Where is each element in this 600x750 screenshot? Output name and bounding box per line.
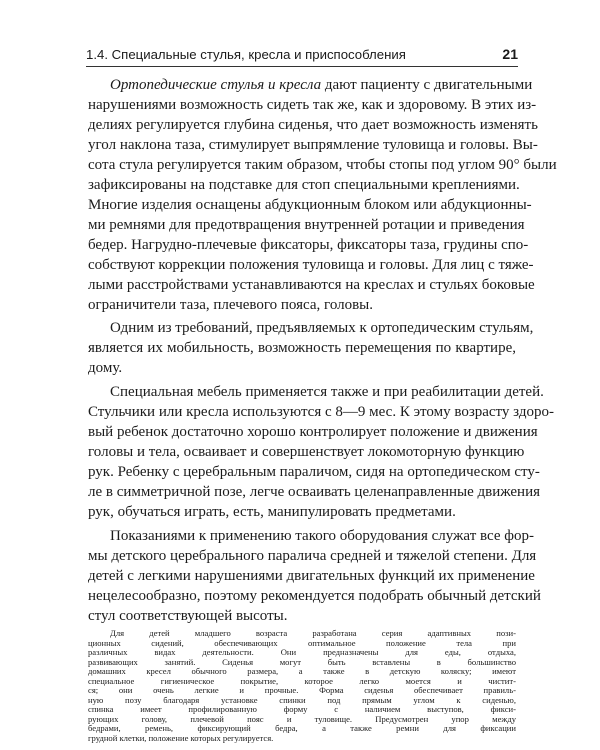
italic-term: Ортопедические стулья и кресла	[110, 77, 322, 93]
text-line: Специальная мебель применяется также и при реабилитации детей.	[110, 384, 544, 400]
text-line: различных видах деятельности. Они предназначены для еды, отдыха,	[88, 647, 516, 657]
section-title: 1.4. Специальные стулья, кресла и приспособления	[86, 47, 406, 62]
text-line: Стульчики или кресла используются с 8—9 мес. К этому возрасту здоро-	[88, 404, 554, 420]
text-line: ограничители таза, плечевого пояса, головы.	[88, 297, 374, 313]
page-number: 21	[502, 46, 518, 62]
text-line: рук, обучаться играть, есть, манипулировать предметами.	[88, 504, 456, 520]
text-line: является их мобильность, возможность перемещения по квартире,	[88, 340, 516, 356]
text-line: лыми расстройствами устанавливаются на креслах и стульях боковые	[88, 277, 535, 293]
header-rule	[86, 66, 518, 67]
text-line: развивающих занятий. Сиденья могут быть вставлены в большинство	[88, 656, 516, 667]
text-line: Для детей младшего возраста разработана серия адаптивных пози-	[110, 628, 516, 638]
text-span: дают пациенту с двигательными	[321, 77, 533, 93]
text-line: рующих голову, плечевой пояс и туловище. Предусмотрен упор между	[88, 713, 516, 724]
text-line: вый ребенок достаточно хорошо контролирует положение и движения	[88, 424, 538, 440]
text-line: нарушениями возможность сидеть так же, как и здоровому. В этих из-	[88, 97, 537, 113]
text-line: сота стула регулируется таким образом, чтобы стопы под углом 90° были	[88, 157, 557, 173]
text-line: нецелесообразно, поэтому рекомендуется подобрать обычный детский	[88, 588, 541, 604]
running-header	[86, 47, 518, 65]
text-line: домашних кресел обычного размера, а также в детскую коляску; имеют	[88, 666, 516, 676]
text-line: Многие изделия оснащены абдукционным блоком или абдукционны-	[88, 197, 532, 213]
text-line: спинка имеет профилированную форму с наличием выступов, фикси-	[88, 704, 516, 714]
text-line: головы и тела, осваивает и совершенствует локомоторную функцию	[88, 444, 525, 460]
text-line: зафиксированы на подставке для стоп специальными креплениями.	[88, 177, 520, 193]
text-line: детей с легкими нарушениями двигательных функций их применение	[88, 568, 535, 584]
text-line: Одним из требований, предъявляемых к ортопедическим стульям,	[110, 320, 534, 336]
text-line: бедрами, ремень, фиксирующий бедра, а также ремни для фиксации	[88, 723, 516, 733]
text-line: собствуют коррекции положения туловища и головы. Для лиц с тяже-	[88, 257, 534, 273]
text-line: рук. Ребенку с церебральным параличом, сидя на ортопедическом сту-	[88, 464, 540, 480]
text-line	[110, 75, 533, 95]
text-line: дому.	[88, 360, 123, 376]
text-line: бедер. Нагрудно-плечевые фиксаторы, фиксаторы таза, грудины спо-	[88, 237, 529, 253]
text-line: ми ремнями для предотвращения внутренней ротации и приведения	[88, 217, 525, 233]
text-line: Показаниями к применению такого оборудования служат все фор-	[110, 528, 534, 544]
text-line: ле в симметричной позе, легче осваивать целенаправленные движения	[88, 484, 541, 500]
text-line: ся; они очень легкие и прочные. Форма сиденья обеспечивает правиль-	[88, 685, 516, 695]
text-line: угол наклона таза, стимулирует выпрямление туловища и головы. Вы-	[88, 137, 538, 153]
text-line: специальное гигиеническое покрытие, которое легко моется и чистит-	[88, 675, 516, 686]
text-line: стул соответствующей высоты.	[88, 608, 288, 624]
text-line: мы детского церебрального паралича средней и тяжелой степени. Для	[88, 548, 537, 564]
text-line: ную позу благодаря установке спинки под прямым углом к сиденью,	[88, 694, 516, 705]
text-line: грудной клетки, положение которых регулируется.	[88, 732, 274, 743]
text-line: ционных сидений, обеспечивающих оптимальное положение тела при	[88, 637, 516, 648]
text-line: делиях регулируется глубина сиденья, что дает возможность изменять	[88, 117, 538, 133]
